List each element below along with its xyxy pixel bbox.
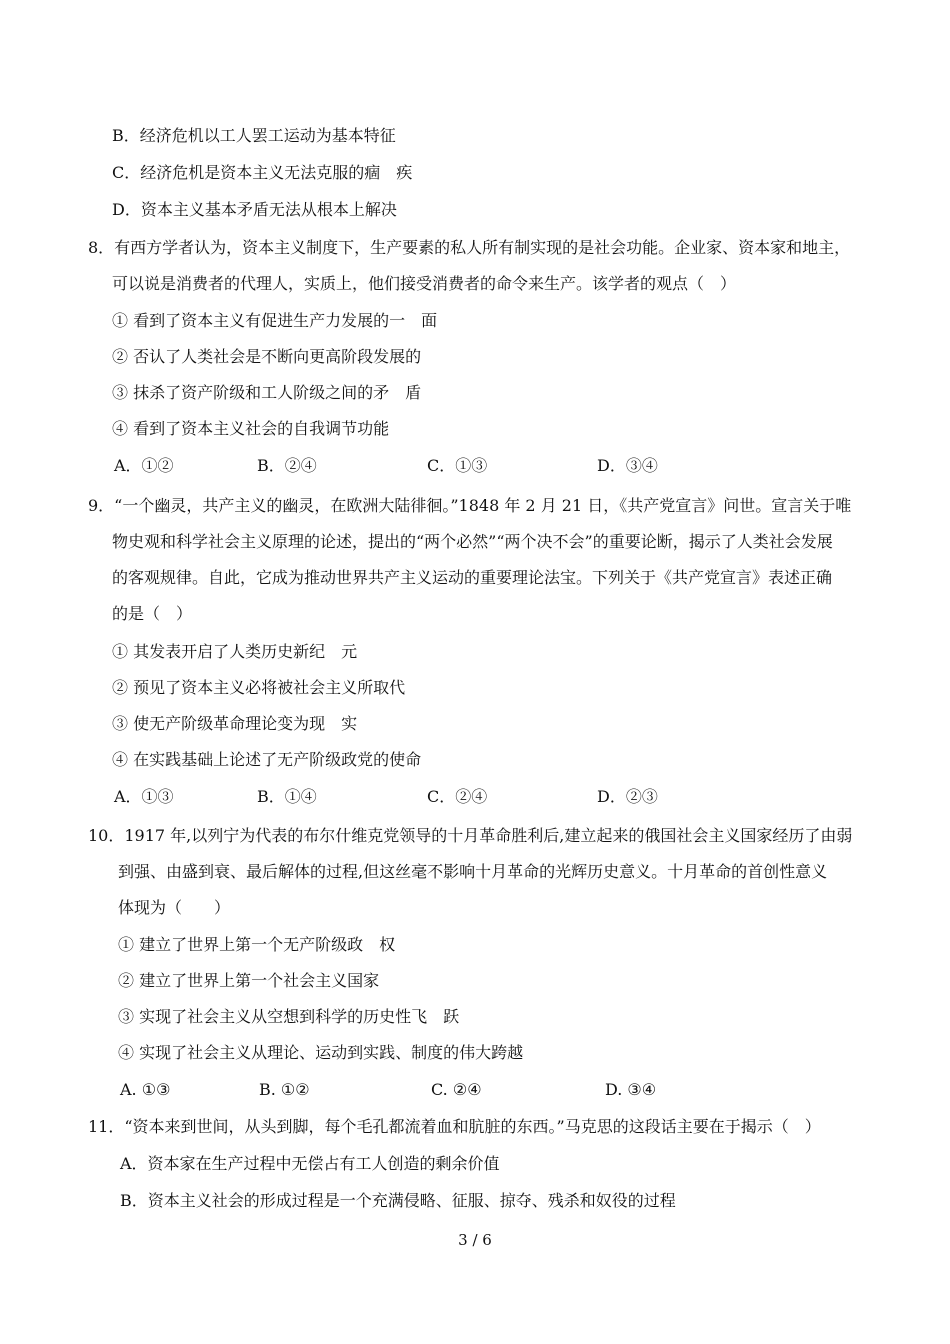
q10-option-b: B. ①② [259,1080,310,1099]
q10-option-d: D. ③④ [605,1080,657,1099]
q9-statement-1: ① 其发表开启了人类历史新纪 元 [112,642,358,661]
q9-option-a: A．①③ [114,787,174,806]
q7-option-d: D．资本主义基本矛盾无法从根本上解决 [112,200,397,219]
q9-stem-line3: 的客观规律。自此，它成为推动世界共产主义运动的重要理论法宝。下列关于《共产党宣言》表述正确 [112,568,833,587]
q9-statement-3: ③ 使无产阶级革命理论变为现 实 [112,714,358,733]
q10-statement-2: ② 建立了世界上第一个社会主义国家 [118,971,380,990]
q8-statement-2: ② 否认了人类社会是不断向更高阶段发展的 [112,347,422,366]
q11-option-a: A．资本家在生产过程中无偿占有工人创造的剩余价值 [120,1154,500,1173]
q8-option-c: C．①③ [427,456,488,475]
q8-statement-4: ④ 看到了资本主义社会的自我调节功能 [112,419,390,438]
q8-stem-line2: 可以说是消费者的代理人，实质上，他们接受消费者的命令来生产。该学者的观点（ ） [112,274,737,293]
q9-stem-line1: 9．“一个幽灵，共产主义的幽灵，在欧洲大陆徘徊。”1848 年 2 月 21 日，《共产党宣言》问世。宣言关于唯 [88,496,852,515]
q7-option-c: C．经济危机是资本主义无法克服的痼 疾 [112,163,413,182]
q9-option-c: C．②④ [427,787,488,806]
q8-stem-line1: 8．有西方学者认为，资本主义制度下，生产要素的私人所有制实现的是社会功能。企业家、资本家和地主， [88,238,851,257]
q11-stem-line1: 11．“资本来到世间，从头到脚，每个毛孔都流着血和肮脏的东西。”马克思的这段话主要在于揭示（ ） [88,1117,821,1136]
q9-stem-line4: 的是（ ） [112,604,193,623]
q8-option-a: A．①② [114,456,174,475]
q9-option-b: B．①④ [257,787,317,806]
q10-option-c: C. ②④ [431,1080,482,1099]
q10-stem-line3: 体现为（ ） [118,898,231,917]
q10-statement-1: ① 建立了世界上第一个无产阶级政 权 [118,935,396,954]
q9-option-d: D．②③ [597,787,658,806]
q8-option-b: B．②④ [257,456,317,475]
q10-stem-line1: 10．1917 年,以列宁为代表的布尔什维克党领导的十月革命胜利后,建立起来的俄国社会主义国家经历了由弱 [88,826,853,845]
q11-option-b: B．资本主义社会的形成过程是一个充满侵略、征服、掠夺、残杀和奴役的过程 [120,1191,676,1210]
q9-stem-line2: 物史观和科学社会主义原理的论述，提出的“两个必然”“两个决不会”的重要论断，揭示了人类社会发展 [112,532,833,551]
q10-statement-4: ④ 实现了社会主义从理论、运动到实践、制度的伟大跨越 [118,1043,524,1062]
q7-option-b: B．经济危机以工人罢工运动为基本特征 [112,126,396,145]
q8-statement-1: ① 看到了资本主义有促进生产力发展的一 面 [112,311,438,330]
q8-statement-3: ③ 抹杀了资产阶级和工人阶级之间的矛 盾 [112,383,422,402]
q9-statement-4: ④ 在实践基础上论述了无产阶级政党的使命 [112,750,422,769]
q10-option-a: A. ①③ [120,1080,171,1099]
page-number: 3 / 6 [458,1231,492,1249]
q8-option-d: D．③④ [597,456,658,475]
q9-statement-2: ② 预见了资本主义必将被社会主义所取代 [112,678,406,697]
q10-statement-3: ③ 实现了社会主义从空想到科学的历史性飞 跃 [118,1007,460,1026]
q10-stem-line2: 到强、由盛到衰、最后解体的过程,但这丝毫不影响十月革命的光辉历史意义。十月革命的首创性意义 [118,862,828,881]
